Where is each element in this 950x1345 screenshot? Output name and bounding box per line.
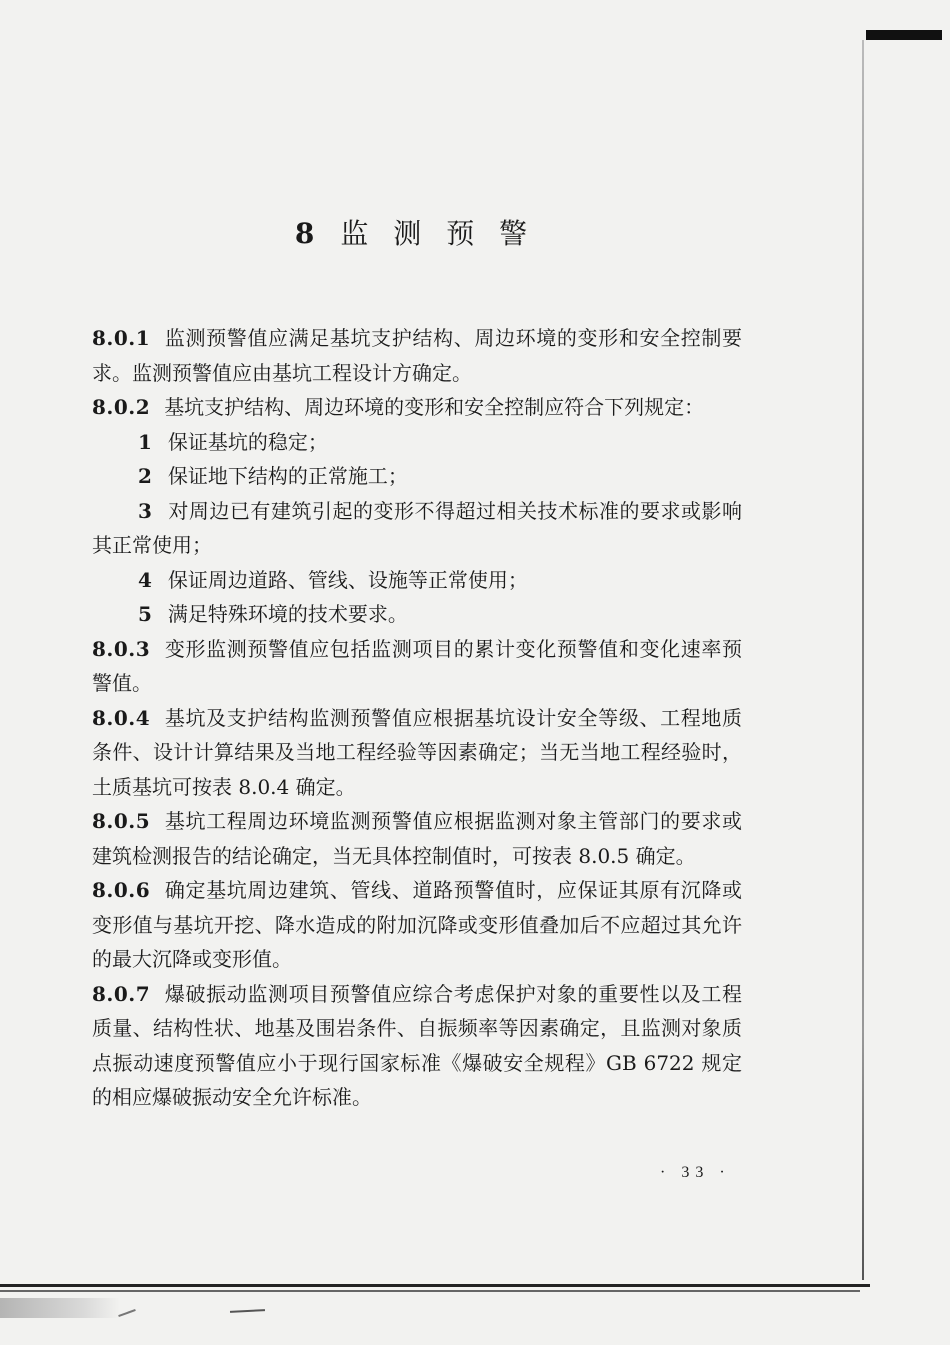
scan-stroke bbox=[118, 1309, 136, 1317]
item-number: 3 bbox=[138, 498, 152, 523]
clause-8-0-5 bbox=[92, 804, 742, 873]
item-text: 对周边已有建筑引起的变形不得超过相关技术标准的要求或影响其正常使用； bbox=[92, 498, 742, 557]
list-item bbox=[92, 563, 742, 598]
clause-text: 基坑工程周边环境监测预警值应根据监测对象主管部门的要求或建筑检测报告的结论确定，当无具体控制值时，可按表 8.0.5 确定。 bbox=[92, 809, 742, 868]
list-item bbox=[92, 459, 742, 494]
page-bottom-edge-shadow bbox=[0, 1290, 860, 1292]
clause-8-0-3 bbox=[92, 632, 742, 701]
item-number: 2 bbox=[138, 464, 152, 488]
item-text: 满足特殊环境的技术要求。 bbox=[167, 602, 408, 626]
item-number: 1 bbox=[138, 429, 152, 454]
clause-number: 8.0.3 bbox=[92, 636, 151, 661]
clause-text: 基坑支护结构、周边环境的变形和安全控制应符合下列规定： bbox=[164, 395, 705, 419]
clause-number: 8.0.6 bbox=[92, 878, 151, 902]
list-item bbox=[92, 425, 742, 460]
clause-text: 爆破振动监测项目预警值应综合考虑保护对象的重要性以及工程质量、结构性状、地基及围岩条件、自振频率等因素确定，且监测对象质点振动速度预警值应小于现行国家标准《爆破安全规程》GB 6722 规定的相应爆破振动安全允许标准。 bbox=[92, 981, 742, 1109]
scan-smudge bbox=[0, 1298, 120, 1318]
scan-edge-mark bbox=[866, 30, 942, 40]
item-number: 5 bbox=[138, 602, 152, 626]
clause-number: 8.0.1 bbox=[92, 326, 151, 350]
list-item bbox=[92, 494, 742, 563]
clause-8-0-1 bbox=[92, 321, 742, 390]
list-item bbox=[92, 597, 742, 632]
item-text: 保证地下结构的正常施工； bbox=[167, 464, 408, 488]
clause-text: 变形监测预警值应包括监测项目的累计变化预警值和变化速率预警值。 bbox=[92, 636, 742, 695]
page-number: · 33 · bbox=[660, 1164, 731, 1181]
chapter-heading bbox=[0, 212, 830, 252]
item-text: 保证周边道路、管线、设施等正常使用； bbox=[167, 567, 528, 592]
item-number: 4 bbox=[138, 567, 152, 592]
page-edge-shadow bbox=[862, 40, 864, 1280]
clause-number: 8.0.5 bbox=[92, 809, 151, 833]
chapter-body bbox=[92, 321, 742, 1115]
clause-number: 8.0.7 bbox=[92, 981, 151, 1006]
scan-stroke bbox=[230, 1309, 265, 1313]
page-bottom-edge bbox=[0, 1284, 870, 1287]
clause-8-0-2 bbox=[92, 390, 742, 425]
chapter-title: 监 测 预 警 bbox=[340, 217, 536, 250]
clause-text: 基坑及支护结构监测预警值应根据基坑设计安全等级、工程地质条件、设计计算结果及当地工程经验等因素确定；当无当地工程经验时，土质基坑可按表 8.0.4 确定。 bbox=[92, 705, 742, 799]
clause-text: 监测预警值应满足基坑支护结构、周边环境的变形和安全控制要求。监测预警值应由基坑工程设计方确定。 bbox=[92, 326, 742, 385]
clause-number: 8.0.2 bbox=[92, 395, 151, 419]
clause-8-0-4 bbox=[92, 701, 742, 805]
clause-number: 8.0.4 bbox=[92, 705, 151, 730]
chapter-number: 8 bbox=[294, 217, 319, 250]
clause-8-0-6 bbox=[92, 873, 742, 977]
clause-text: 确定基坑周边建筑、管线、道路预警值时，应保证其原有沉降或变形值与基坑开挖、降水造成的附加沉降或变形值叠加后不应超过其允许的最大沉降或变形值。 bbox=[92, 878, 742, 971]
clause-8-0-7 bbox=[92, 977, 742, 1115]
item-text: 保证基坑的稳定； bbox=[167, 429, 328, 454]
